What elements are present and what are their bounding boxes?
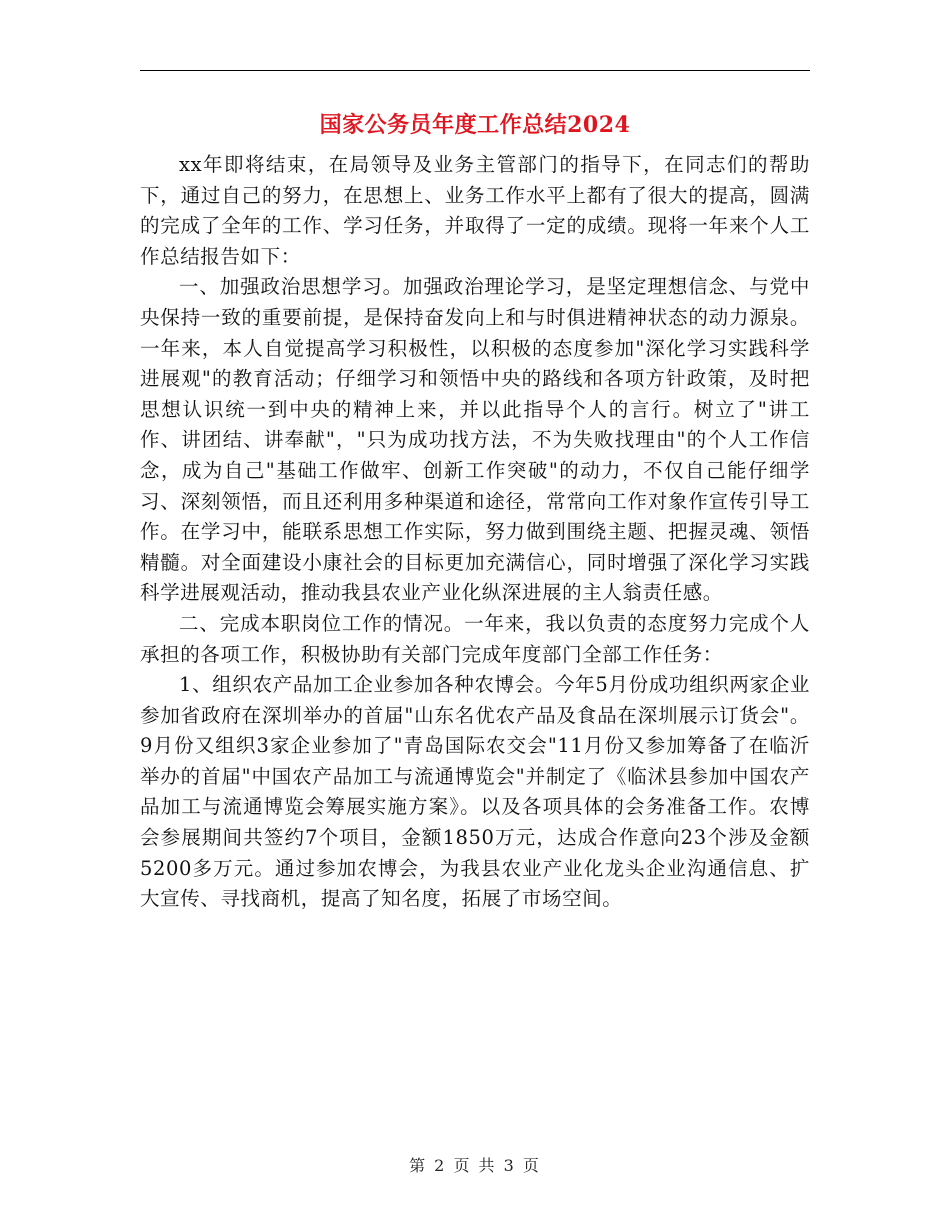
paragraph-job-duties: 二、完成本职岗位工作的情况。一年来，我以负责的态度努力完成个人承担的各项工作，积极协助有关部门完成年度部门全部工作任务： [140,611,810,666]
header-rule [140,70,810,71]
document-body [140,150,810,915]
paragraph-intro: xx年即将结束，在局领导及业务主管部门的指导下，在同志们的帮助下，通过自己的努力，在思想上、业务工作水平上都有了很大的提高，圆满的完成了全年的工作、学习任务，并取得了一定的成绩。现将一年来个人工作总结报告如下： [140,153,810,268]
document-title: 国家公务员年度工作总结2024 [319,112,631,138]
page-number-footer: 第 2 页 共 3 页 [409,1156,541,1175]
paragraph-agri-expo: 1、组织农产品加工企业参加各种农博会。今年5月份成功组织两家企业参加省政府在深圳举办的首届"山东名优农产品及食品在深圳展示订货会"。9月份又组织3家企业参加了"青岛国际农交会"11月份又参加筹备了在临沂举办的首届"中国农产品加工与流通博览会"并制定了《临沭县参加中国农产品加工与流通博览会筹展实施方案》。以及各项具体的会务准备工作。农博会参展期间共签约7个项目，金额1850万元，达成合作意向23个涉及金额5200多万元。通过参加农博会，为我县农业产业化龙头企业沟通信息、扩大宣传、寻找商机，提高了知名度，拓展了市场空间。 [140,673,810,911]
paragraph-political-study: 一、加强政治思想学习。加强政治理论学习，是坚定理想信念、与党中央保持一致的重要前提，是保持奋发向上和与时俱进精神状态的动力源泉。一年来，本人自觉提高学习积极性，以积极的态度参加"深化学习实践科学进展观"的教育活动；仔细学习和领悟中央的路线和各项方针政策，及时把思想认识统一到中央的精神上来，并以此指导个人的言行。树立了"讲工作、讲团结、讲奉献"，"只为成功找方法，不为失败找理由"的个人工作信念，成为自己"基础工作做牢、创新工作突破"的动力，不仅自己能仔细学习、深刻领悟，而且还利用多种渠道和途径，常常向工作对象作宣传引导工作。在学习中，能联系思想工作实际，努力做到围绕主题、把握灵魂、领悟精髓。对全面建设小康社会的目标更加充满信心，同时增强了深化学习实践科学进展观活动，推动我县农业产业化纵深进展的主人翁责任感。 [140,275,810,605]
